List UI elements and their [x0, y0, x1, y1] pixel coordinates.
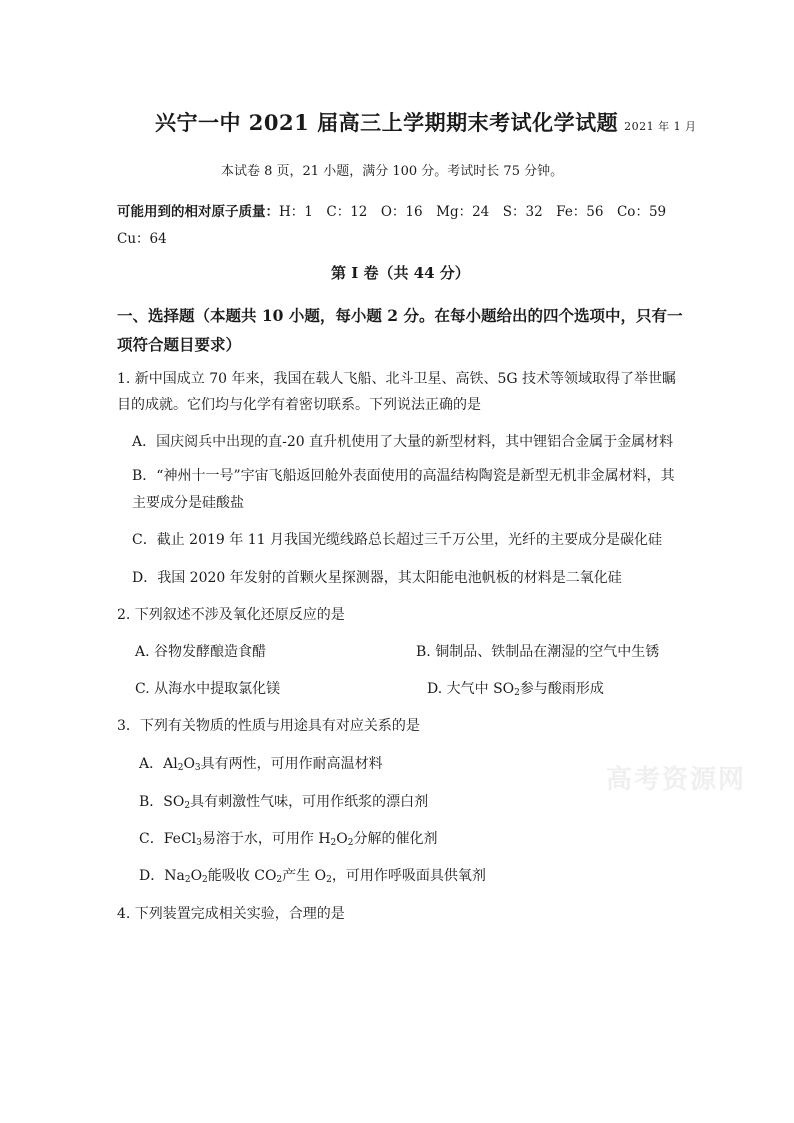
q1-option-b: B．“神州十一号”宇宙飞船返回舱外表面使用的高温结构陶瓷是新型无机非金属材料，其主要成分是硅酸盐: [132, 468, 675, 511]
q1-option-c: C．截止 2019 年 11 月我国光缆线路总长超过三千万公里，光纤的主要成分是碳化硅: [132, 532, 662, 548]
q2-option-d: D. 大气中 $SO_2$参与酸雨形成: [427, 681, 604, 698]
q4-stem: 4. 下列装置完成相关实验，合理的是: [117, 906, 345, 922]
q3-option-a: A．$Al_2O_3$具有两性，可用作耐高温材料: [139, 756, 383, 773]
atomic-masses: [117, 199, 689, 253]
q2-option-b: B. 铜制品、铁制品在潮湿的空气中生锈: [416, 644, 660, 660]
title-text: 兴宁一中 2021 届高三上学期期末考试化学试题: [155, 110, 619, 135]
q3-option-b: B．$SO_2$具有刺激性气味，可用作纸浆的漂白剂: [139, 794, 429, 811]
q1-option-a: A．国庆阅兵中出现的直-20 直升机使用了大量的新型材料，其中锂铝合金属于金属材料: [132, 434, 674, 450]
q1-option-d: D．我国 2020 年发射的首颗火星探测器，其太阳能电池帆板的材料是二氧化硅: [132, 570, 622, 586]
q2-option-c: C. 从海水中提取氯化镁: [135, 681, 281, 697]
q2-option-a: A. 谷物发酵酿造食醋: [135, 644, 267, 660]
atomic-masses-label: 可能用到的相对原子质量：: [117, 204, 279, 220]
watermark: 高考资源网: [606, 765, 747, 795]
section-title: 第 I 卷（共 44 分）: [331, 264, 470, 282]
q2-stem: 2. 下列叙述不涉及氧化还原反应的是: [117, 607, 345, 623]
part1-heading: 一、选择题（本题共 10 小题，每小题 2 分。在每小题给出的四个选项中，只有一项符合题目要求）: [117, 306, 683, 354]
q1-stem: 1. 新中国成立 70 年来，我国在载人飞船、北斗卫星、高铁、5G 技术等领域取得了举世瞩目的成就。它们均与化学有着密切联系。下列说法正确的是: [117, 371, 677, 413]
q3-option-c: C．FeCl$_3$易溶于水，可用作 $H_2O_2$分解的催化剂: [139, 831, 438, 848]
q3-option-d: D．$Na_2O_2$能吸收 $CO_2$产生 $O_2$，可用作呼吸面具供氧剂: [139, 868, 486, 885]
exam-date: 2021 年 1 月: [624, 120, 697, 133]
exam-title: [155, 107, 697, 137]
q3-stem: 3．下列有关物质的性质与用途具有对应关系的是: [117, 718, 420, 734]
atomic-masses-values: H：1 C：12 O：16 Mg：24 S：32 Fe：56 Co：59 Cu：64: [117, 204, 680, 247]
exam-meta: 本试卷 8 页，21 小题，满分 100 分。考试时长 75 分钟。: [221, 164, 564, 179]
